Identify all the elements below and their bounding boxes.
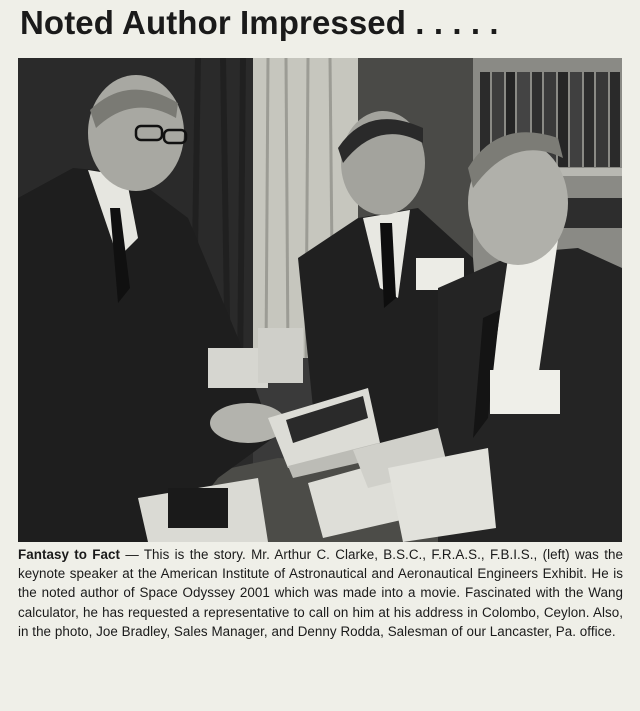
caption-lead: Fantasy to Fact xyxy=(18,547,121,562)
caption-body: This is the story. Mr. Arthur C. Clarke, B.S.C., F.R.A.S., F.B.I.S., (left) was the keynote speaker at the American Institute of Astronautical and Aeronautical Engineers Exhibit. He is the noted author of Space Odyssey 2001 which was made into a movie. Fascinated with the Wang calculator, he has requested a representative to call on him at his address in Colombo, Ceylon. Also, in the photo, Joe Bradley, Sales Manager, and Denny Rodda, Salesman of our Lancaster, Pa. office. xyxy=(18,547,623,639)
photo-caption xyxy=(18,545,623,641)
page-headline: Noted Author Impressed . . . . . xyxy=(20,4,499,41)
caption-separator: — xyxy=(120,547,144,562)
news-photo xyxy=(18,58,622,542)
photo-illustration xyxy=(18,58,622,542)
